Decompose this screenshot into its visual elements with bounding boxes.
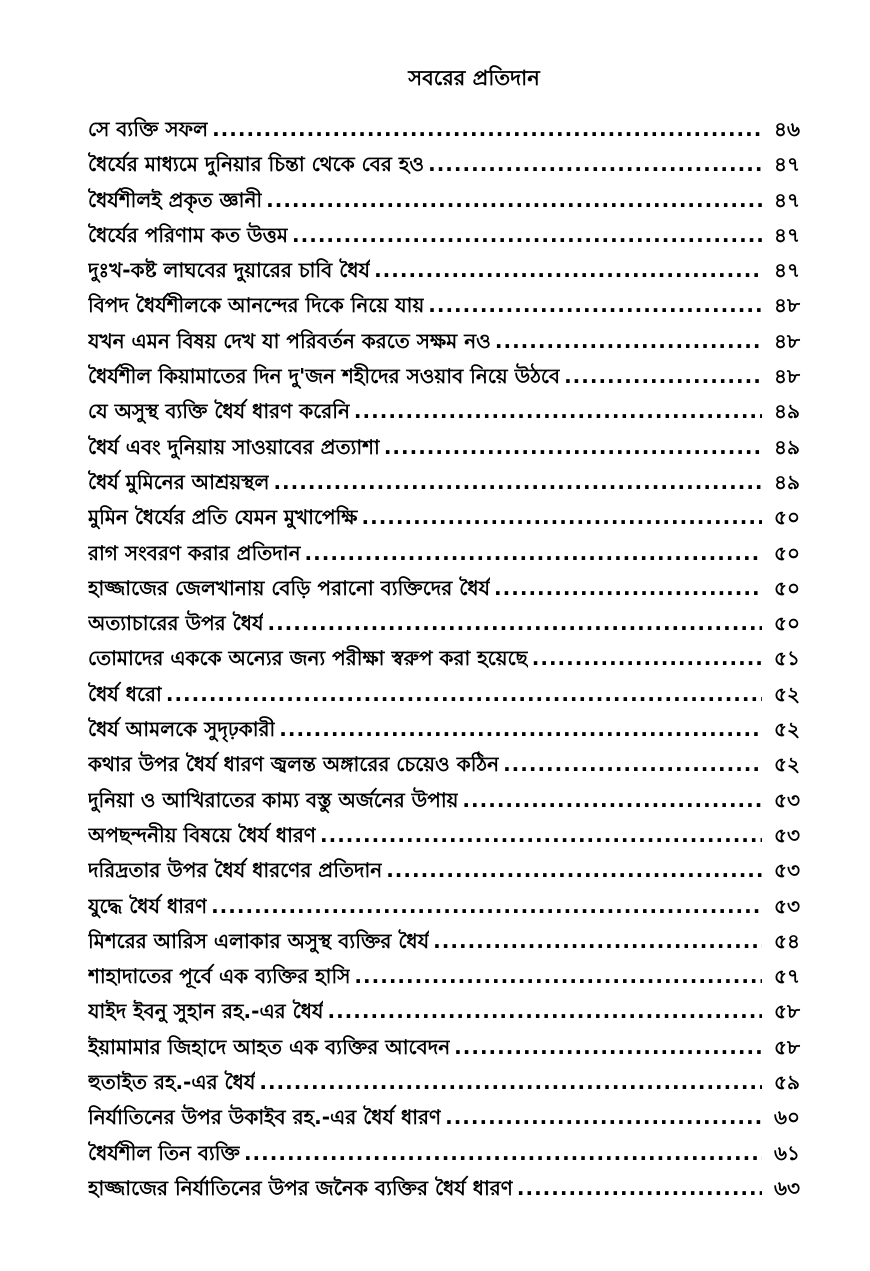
toc-entry-page-number: ৫০ [774, 505, 800, 530]
toc-entry-page-number: ৬৩ [773, 1175, 800, 1200]
toc-dot-leader [244, 1136, 762, 1171]
toc-entry [88, 783, 800, 818]
toc-dot-leader [320, 818, 762, 853]
toc-entry-title: রাগ সংবরণ করার প্রতিদান [88, 540, 301, 565]
toc-entry-page-number: ৪৯ [774, 469, 800, 494]
toc-entry [88, 606, 800, 641]
toc-entry-page-number: ৪৭ [774, 152, 800, 177]
toc-entry [88, 924, 800, 959]
toc-entry-title: নির্যাতিনের উপর উকাইব রহ.-এর ধৈর্য ধারণ [88, 1105, 442, 1130]
toc-entry [88, 747, 800, 782]
toc-entry [88, 1171, 800, 1206]
toc-entry-title: ধৈর্যশীলই প্রকৃত জ্ঞানী [88, 187, 263, 212]
toc-entry [88, 677, 800, 712]
toc-entry [88, 500, 800, 535]
toc-entry-title: ধৈর্যের পরিণাম কত উত্তম [88, 222, 289, 247]
toc-entry [88, 889, 800, 924]
toc-dot-leader [354, 959, 762, 994]
toc-entry-title: ধৈর্য ধরো [88, 681, 162, 706]
toc-dot-leader [305, 536, 762, 571]
toc-dot-leader [384, 430, 762, 465]
toc-entry [88, 394, 800, 429]
toc-entry-title: যুদ্ধে ধৈর্য ধারণ [88, 893, 208, 918]
toc-entry-page-number: ৪৮ [774, 364, 800, 389]
toc-dot-leader [327, 994, 762, 1029]
toc-entry-page-number: ৪৬ [774, 117, 800, 141]
toc-entry-title: যখন এমন বিষয় দেখ যা পরিবর্তন করতে সক্ষম নও [88, 328, 491, 353]
toc-entry-title: ধৈর্যশীল কিয়ামাতের দিন দু'জন শহীদের সওয়াব নিয়ে উঠবে [88, 364, 561, 389]
toc-dot-leader [211, 889, 762, 924]
toc-dot-leader [454, 1030, 762, 1065]
toc-entry-title: ধৈর্য আমলকে সুদৃঢ়কারী [88, 717, 276, 742]
toc-entry-page-number: ৫৮ [774, 1034, 800, 1059]
toc-entry [88, 712, 800, 747]
toc-entry-page-number: ৫৮ [774, 999, 800, 1024]
toc-entry-title: মুমিন ধৈর্যের প্রতি যেমন মুখাপেক্ষি [88, 505, 358, 530]
toc-entry-page-number: ৪৮ [774, 293, 800, 318]
page-header-title: সবরের প্রতিদান [408, 66, 540, 90]
toc-dot-leader [259, 1065, 762, 1100]
toc-entry [88, 994, 800, 1029]
toc-entry-title: সে ব্যক্তি সফল [88, 117, 209, 141]
toc-entry-title: দুঃখ-কষ্ট লাঘবের দুয়ারের চাবি ধৈর্য [88, 258, 371, 283]
toc-dot-leader [212, 112, 762, 147]
toc-dot-leader [267, 606, 762, 641]
toc-entry-page-number: ৫৩ [774, 787, 800, 812]
toc-dot-leader [266, 183, 762, 218]
toc-entry [88, 218, 800, 253]
toc-entry-page-number: ৪৭ [774, 187, 800, 212]
toc-entry-title: ধৈর্য মুমিনের আশ্রয়স্থল [88, 469, 270, 494]
toc-entry-title: হাজ্জাজের নির্যাতিনের উপর জনৈক ব্যক্তির ধৈর্য ধারণ [88, 1175, 513, 1200]
toc-dot-leader [445, 1100, 762, 1135]
toc-entry [88, 324, 800, 359]
toc-entry-page-number: ৫১ [774, 646, 800, 671]
toc-entry [88, 853, 800, 888]
toc-dot-leader [362, 500, 763, 535]
toc-entry [88, 959, 800, 994]
toc-entry-title: দুনিয়া ও আখিরাতের কাম্য বস্তু অর্জনের উপায় [88, 787, 459, 812]
toc-entry [88, 1136, 800, 1171]
toc-dot-leader [428, 147, 762, 182]
toc-dot-leader [386, 853, 762, 888]
toc-entry-title: ইয়ামামার জিহাদে আহত এক ব্যক্তির আবেদন [88, 1034, 451, 1059]
toc-entry-page-number: ৫২ [774, 717, 800, 742]
toc-dot-leader [494, 571, 762, 606]
toc-dot-leader [374, 253, 762, 288]
toc-entry [88, 465, 800, 500]
toc-entry [88, 536, 800, 571]
toc-entry-title: ধৈর্যশীল তিন ব্যক্তি [88, 1140, 240, 1165]
toc-dot-leader [532, 641, 762, 676]
toc-dot-leader [462, 783, 762, 818]
toc-entry [88, 1100, 800, 1135]
toc-entry-page-number: ৫০ [774, 540, 800, 565]
toc-entry-title: বিপদ ধৈর্যশীলকে আনন্দের দিকে নিয়ে যায় [88, 293, 425, 318]
toc-entry-title: শাহাদাতের পূর্বে এক ব্যক্তির হাসি [88, 964, 351, 989]
toc-entry-page-number: ৫০ [774, 575, 800, 600]
toc-entry-page-number: ৫৯ [774, 1070, 800, 1095]
toc-entry-page-number: ৪৯ [774, 399, 800, 424]
toc-entry-title: তোমাদের এককে অন্যের জন্য পরীক্ষা স্বরুপ করা হয়েছে [88, 646, 528, 671]
toc-dot-leader [428, 288, 762, 323]
toc-dot-leader [495, 324, 762, 359]
toc-entry [88, 571, 800, 606]
toc-dot-leader [166, 677, 762, 712]
toc-entry-page-number: ৪৭ [774, 258, 800, 283]
toc-dot-leader [273, 465, 762, 500]
table-of-contents [88, 112, 800, 1206]
toc-entry-page-number: ৫৭ [774, 964, 800, 989]
toc-entry-title: হুতাইত রহ.-এর ধৈর্য [88, 1070, 256, 1095]
toc-entry-title: অত্যাচারের উপর ধৈর্য [88, 611, 264, 636]
toc-entry [88, 641, 800, 676]
toc-entry-page-number: ৫৩ [774, 893, 800, 918]
toc-entry-page-number: ৫৩ [774, 822, 800, 847]
toc-entry-page-number: ৪৯ [774, 434, 800, 459]
toc-dot-leader [292, 218, 762, 253]
toc-entry-page-number: ৬০ [773, 1105, 800, 1130]
toc-entry-page-number: ৪৭ [774, 222, 800, 247]
toc-entry-page-number: ৫৪ [774, 928, 800, 953]
toc-entry-page-number: ৪৮ [774, 328, 800, 353]
toc-entry-page-number: ৫২ [774, 752, 800, 777]
toc-entry-title: ধৈর্যের মাধ্যমে দুনিয়ার চিন্তা থেকে বের হও [88, 152, 425, 177]
toc-entry [88, 112, 800, 147]
toc-entry-title: হাজ্জাজের জেলখানায় বেড়ি পরানো ব্যক্তিদের ধৈর্য [88, 575, 491, 600]
toc-entry [88, 1030, 800, 1065]
toc-entry-page-number: ৫২ [774, 681, 800, 706]
toc-dot-leader [433, 924, 762, 959]
toc-entry-title: কথার উপর ধৈর্য ধারণ জ্বলন্ত অঙ্গারের চেয়েও কঠিন [88, 752, 500, 777]
toc-entry [88, 253, 800, 288]
toc-dot-leader [564, 359, 762, 394]
toc-entry-page-number: ৫০ [774, 611, 800, 636]
toc-entry-title: যে অসুস্থ ব্যক্তি ধৈর্য ধারণ করেনি [88, 399, 350, 424]
toc-dot-leader [503, 747, 762, 782]
toc-entry-page-number: ৫৩ [774, 858, 800, 883]
toc-entry [88, 1065, 800, 1100]
toc-dot-leader [517, 1171, 762, 1206]
toc-entry [88, 288, 800, 323]
toc-entry-title: যাইদ ইবনু সুহান রহ.-এর ধৈর্য [88, 999, 324, 1024]
toc-entry-title: মিশরের আরিস এলাকার অসুস্থ ব্যক্তির ধৈর্য [88, 928, 430, 953]
toc-entry [88, 147, 800, 182]
toc-entry [88, 183, 800, 218]
toc-entry [88, 818, 800, 853]
toc-entry-title: দরিদ্রতার উপর ধৈর্য ধারণের প্রতিদান [88, 858, 383, 883]
toc-dot-leader [279, 712, 762, 747]
toc-entry-title: অপছন্দনীয় বিষয়ে ধৈর্য ধারণ [88, 822, 317, 847]
toc-entry-page-number: ৬১ [774, 1140, 800, 1165]
toc-dot-leader [354, 394, 762, 429]
toc-entry [88, 359, 800, 394]
toc-entry [88, 430, 800, 465]
toc-entry-title: ধৈর্য এবং দুনিয়ায় সাওয়াবের প্রত্যাশা [88, 434, 380, 459]
